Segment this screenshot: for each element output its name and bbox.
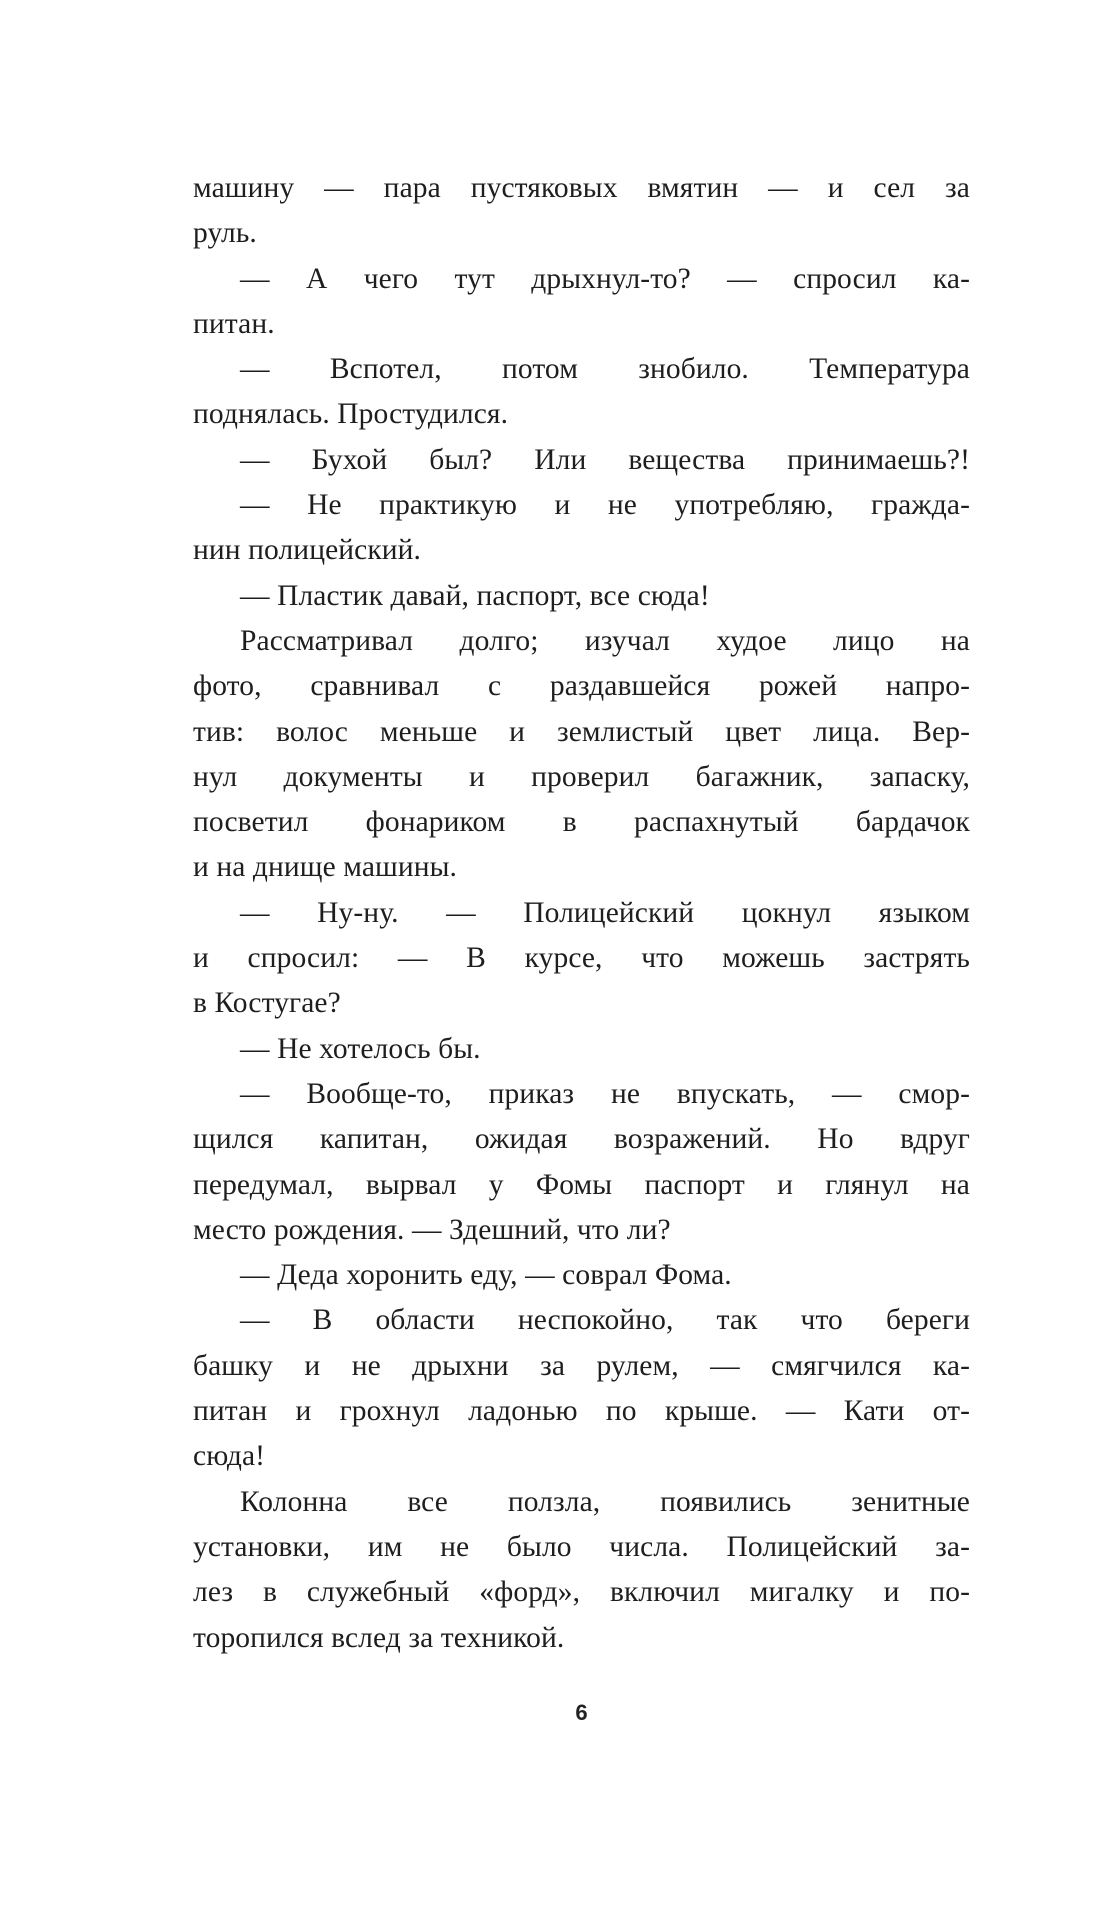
- text-line: Колонна все ползла, появились зенитные: [240, 1485, 970, 1518]
- text-line: посветил фонариком в распахнутый бардачок: [193, 806, 970, 839]
- text-line: нин полицейский.: [193, 534, 422, 567]
- text-line: руль.: [193, 217, 257, 250]
- text-line: фото, сравнивал с раздавшейся рожей напро-: [193, 670, 970, 703]
- text-line: сюда!: [193, 1440, 266, 1473]
- text-line: торопился вслед за техникой.: [193, 1621, 565, 1654]
- text-line: питан и грохнул ладонью по крыше. — Кати от-: [193, 1395, 970, 1428]
- text-line: — Бухой был? Или вещества принимаешь?!: [240, 443, 970, 476]
- text-line: лез в служебный «форд», включил мигалку и по-: [193, 1576, 970, 1609]
- text-line: — Деда хоронить еду, — соврал Фома.: [240, 1259, 732, 1292]
- text-line: — Не практикую и не употребляю, гражда-: [240, 489, 970, 522]
- page-number: 6: [575, 1700, 588, 1725]
- text-line: — В области неспокойно, так что береги: [240, 1304, 970, 1337]
- text-line: — Вспотел, потом знобило. Температура: [240, 353, 970, 386]
- text-line: — Вообще-то, приказ не впускать, — смор-: [240, 1077, 970, 1110]
- text-line: в Костугае?: [193, 987, 341, 1020]
- text-line: поднялась. Простудился.: [193, 398, 509, 431]
- body-text: [193, 166, 970, 1661]
- text-line: установки, им не было числа. Полицейский за-: [193, 1530, 970, 1563]
- text-line: — Ну-ну. — Полицейский цокнул языком: [240, 896, 970, 929]
- text-line: тив: волос меньше и землистый цвет лица. Вер-: [193, 715, 970, 748]
- text-line: башку и не дрыхни за рулем, — смягчился ка-: [193, 1349, 970, 1382]
- text-line: и на днище машины.: [193, 851, 458, 884]
- text-line: — Пластик давай, паспорт, все сюда!: [240, 579, 710, 612]
- text-line: Рассматривал долго; изучал худое лицо на: [240, 624, 970, 657]
- text-line: — А чего тут дрыхнул-то? — спросил ка-: [240, 262, 970, 295]
- text-line: и спросил: — В курсе, что можешь застрять: [193, 942, 970, 975]
- text-line: передумал, вырвал у Фомы паспорт и глянул на: [193, 1168, 970, 1201]
- text-line: машину — пара пустяковых вмятин — и сел за: [193, 172, 970, 204]
- text-line: — Не хотелось бы.: [240, 1032, 481, 1065]
- text-line: питан.: [193, 307, 275, 340]
- text-line: место рождения. — Здешний, что ли?: [193, 1213, 671, 1246]
- text-line: нул документы и проверил багажник, запаску,: [193, 760, 970, 793]
- text-line: щился капитан, ожидая возражений. Но вдруг: [193, 1123, 970, 1156]
